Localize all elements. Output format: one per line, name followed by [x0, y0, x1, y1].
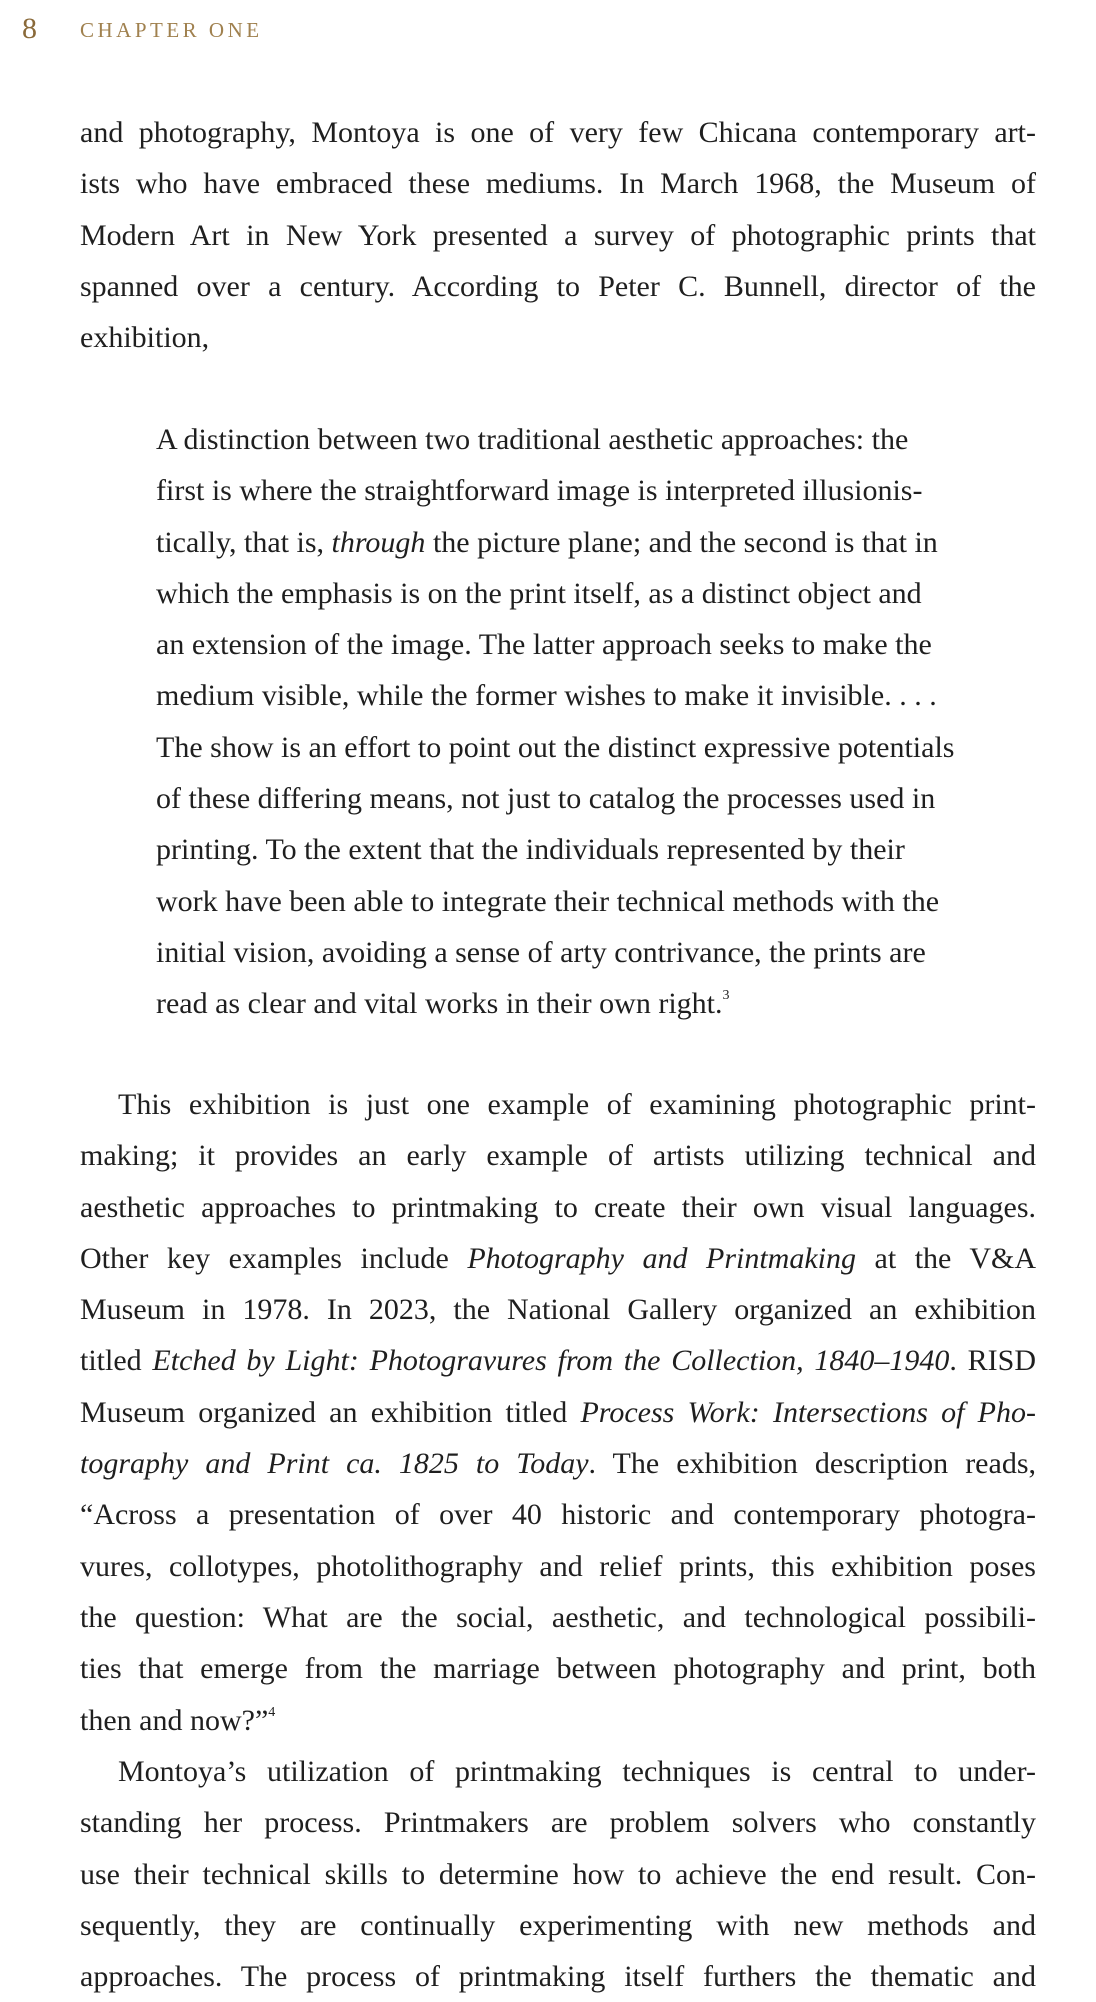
quote-line: first is where the straightforward image is interpreted illusionis-	[156, 474, 923, 508]
quote-line: printing. To the extent that the individuals represented by their	[156, 833, 905, 867]
text-line: ties that emerge from the marriage between photography and print, both	[80, 1652, 1036, 1686]
quote-text: tically, that is,	[156, 525, 332, 559]
quote-line	[156, 517, 1026, 568]
text-line: spanned over a century. According to Peter C. Bunnell, director of the	[80, 269, 1036, 303]
paragraph-1	[80, 107, 1036, 363]
text-line: ists who have embraced these mediums. In March 1968, the Museum of	[80, 167, 1036, 201]
quote-line	[156, 978, 1026, 1029]
text: . The exhibition description reads,	[588, 1447, 1036, 1481]
quote-text: read as clear and vital works in their own right.	[156, 987, 723, 1021]
text-line: aesthetic approaches to printmaking to create their own visual languages.	[80, 1190, 1036, 1224]
quote-line: of these differing means, not just to catalog the processes used in	[156, 782, 936, 816]
quote-line: an extension of the image. The latter approach seeks to make the	[156, 628, 932, 662]
text-line	[80, 1695, 1036, 1746]
running-head: CHAPTER ONE	[80, 18, 263, 42]
text-line	[80, 1233, 1036, 1284]
exhibition-title: Photography and Printmaking	[467, 1241, 856, 1275]
paragraph-3	[80, 1746, 1036, 2002]
quote-line: medium visible, while the former wishes to make it invisible. . . .	[156, 679, 937, 713]
text-line: “Across a presentation of over 40 historic and contemporary photogra-	[80, 1498, 1036, 1532]
text-line: This exhibition is just one example of examining photographic print-	[118, 1088, 1036, 1121]
quote-line: The show is an effort to point out the distinct expressive potentials	[156, 730, 955, 764]
text: Museum organized an exhibition titled	[80, 1395, 581, 1429]
exhibition-title: tography and Print ca. 1825 to Today	[80, 1447, 589, 1481]
text-line	[80, 1387, 1036, 1438]
text: Other key examples include	[80, 1241, 468, 1275]
block-quote	[156, 414, 1026, 1030]
text-line	[80, 1335, 1036, 1386]
footnote-marker: 4	[268, 1704, 276, 1720]
paragraph-2	[80, 1079, 1036, 1746]
quote-line: work have been able to integrate their technical methods with the	[156, 884, 940, 918]
text-line: sequently, they are continually experimenting with new methods and	[80, 1908, 1036, 1942]
quote-line: A distinction between two traditional aesthetic approaches: the	[156, 423, 909, 456]
exhibition-title: Etched by Light: Photogravures from the Collection, 1840–1940	[152, 1344, 950, 1378]
text-line: making; it provides an early example of artists utilizing technical and	[80, 1139, 1036, 1173]
text: . RISD	[949, 1344, 1036, 1378]
footnote-marker: 3	[722, 988, 730, 1004]
text: titled	[80, 1344, 153, 1378]
quote-line: initial vision, avoiding a sense of arty contrivance, the prints are	[156, 935, 926, 969]
page-number: 8	[22, 12, 37, 45]
text-line: Museum in 1978. In 2023, the National Gallery organized an exhibition	[80, 1293, 1036, 1327]
text-line: and photography, Montoya is one of very few Chicana contemporary art-	[80, 116, 1036, 149]
exhibition-title: Process Work: Intersections of Pho-	[580, 1395, 1036, 1429]
text-line: exhibition,	[80, 321, 210, 355]
text-line	[80, 1438, 1036, 1489]
text-line: approaches. The process of printmaking itself furthers the thematic and	[80, 1960, 1036, 1994]
text: at the V&A	[856, 1241, 1036, 1275]
text: then and now?”	[80, 1703, 269, 1737]
text-line: use their technical skills to determine how to achieve the end result. Con-	[80, 1857, 1036, 1891]
quote-text: the picture plane; and the second is that in	[425, 525, 938, 559]
text-line: the question: What are the social, aesthetic, and technological possibili-	[80, 1600, 1036, 1634]
quote-italic-text: through	[331, 525, 426, 559]
text-line: Modern Art in New York presented a survey of photographic prints that	[80, 218, 1036, 252]
text-line: standing her process. Printmakers are problem solvers who constantly	[80, 1806, 1036, 1840]
text-line: Montoya’s utilization of printmaking techniques is central to under-	[118, 1755, 1036, 1788]
quote-line: which the emphasis is on the print itself, as a distinct object and	[156, 576, 922, 610]
text-line: vures, collotypes, photolithography and relief prints, this exhibition poses	[80, 1549, 1036, 1583]
